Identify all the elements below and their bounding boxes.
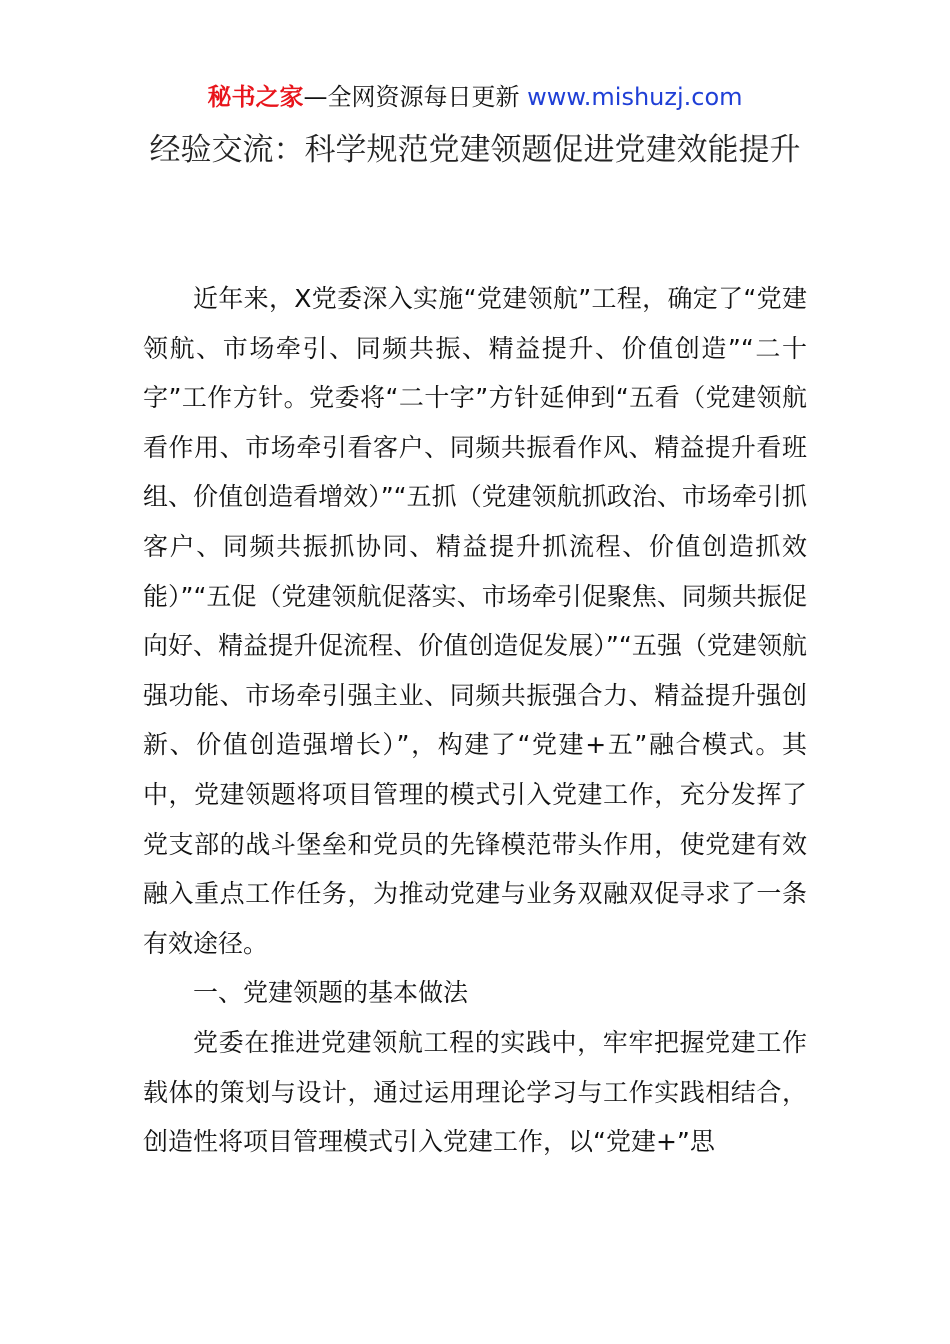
document-body (143, 274, 807, 1167)
site-url-link[interactable]: www.mishuzj.com (527, 83, 743, 111)
intro-paragraph: 近年来，X党委深入实施“党建领航”工程，确定了“党建领航、市场牵引、同频共振、精益提升、价值创造”“二十字”工作方针。党委将“二十字”方针延伸到“五看（党建领航看作用、市场牵引看客户、同频共振看作风、精益提升看班组、价值创造看增效）”“五抓（党建领航抓政治、市场牵引抓客户、同频共振抓协同、精益提升抓流程、价值创造抓效能）”“五促（党建领航促落实、市场牵引促聚焦、同频共振促向好、精益提升促流程、价值创造促发展）”“五强（党建领航强功能、市场牵引强主业、同频共振强合力、精益提升强创新、价值创造强增长）”，构建了“党建+五”融合模式。其中，党建领题将项目管理的模式引入党建工作，充分发挥了党支部的战斗堡垒和党员的先锋模范带头作用，使党建有效融入重点工作任务，为推动党建与业务双融双促寻求了一条有效途径。 (143, 284, 807, 958)
body-paragraph: 党委在推进党建领航工程的实践中，牢牢把握党建工作载体的策划与设计，通过运用理论学习与工作实践相结合，创造性将项目管理模式引入党建工作，以“党建+”思 (143, 1027, 807, 1157)
section-heading: 一、党建领题的基本做法 (193, 978, 469, 1008)
document-title: 经验交流：科学规范党建领题促进党建效能提升 (149, 132, 801, 168)
site-tagline: —全网资源每日更新 (303, 83, 528, 111)
site-header (0, 80, 950, 114)
site-brand: 秘书之家 (207, 83, 304, 111)
